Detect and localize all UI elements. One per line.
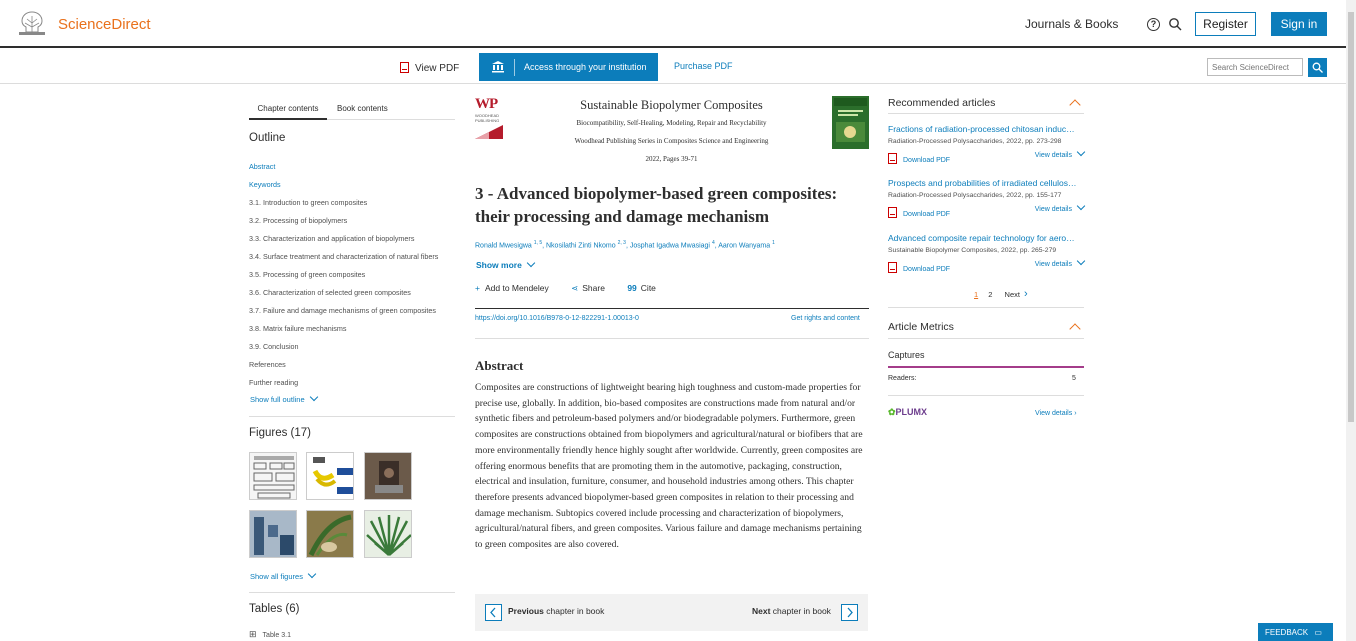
page-scrollbar[interactable]	[1346, 0, 1356, 641]
view-pdf-label: View PDF	[415, 63, 460, 74]
pdf-icon	[888, 207, 897, 218]
author-affiliation[interactable]: 2, 3	[617, 240, 626, 246]
rights-link[interactable]: Get rights and content	[791, 315, 860, 322]
outline-item[interactable]: 3.3. Characterization and application of biopolymers	[249, 234, 415, 243]
outline-item[interactable]: 3.9. Conclusion	[249, 342, 299, 351]
previous-rest: chapter in book	[543, 606, 605, 616]
abstract-heading: Abstract	[475, 358, 524, 373]
view-pdf-link[interactable]	[400, 60, 459, 74]
doi-link[interactable]: https://doi.org/10.1016/B978-0-12-822291-1.00013-0	[475, 315, 639, 322]
figure-thumbnail[interactable]	[249, 452, 297, 500]
outline-item[interactable]: Further reading	[249, 378, 299, 387]
author-list: Ronald Mwesigwa $^{1, 5}$, Nkosilathi Zinti Nkomo $^{2, 3}$, Josphat Igadwa Mwasiagi $^4$, Aaron Wanyama $^1$	[475, 240, 775, 250]
chevron-right-icon: ›	[1023, 288, 1028, 300]
author-link[interactable]: Aaron Wanyama	[718, 242, 771, 250]
scrollbar-thumb[interactable]	[1348, 12, 1354, 422]
previous-chapter-button[interactable]	[485, 604, 502, 621]
figure-thumbnail[interactable]	[249, 510, 297, 558]
outline-item[interactable]: 3.2. Processing of biopolymers	[249, 216, 348, 225]
sidebar-tabs	[249, 98, 455, 120]
previous-chapter-label[interactable]	[508, 606, 604, 616]
outline-title: Outline	[249, 132, 286, 144]
divider	[888, 395, 1084, 396]
show-all-figures-link[interactable]	[250, 572, 315, 581]
abstract-text: Composites are constructions of lightweight bearing high toughness and custom-made properties for precise use, globally. In addition, bio-based composites are constructions made from natural and/or synthetic fibers and petroleum-based polymers and/or biodegradable polymers. Furthermore, green composites are constructions obtained from biopolymers and agricultural/natural or biofibers that are more environmentally friendly hence highly sought after worldwide. Currently, green composites are offering enormous benefits that are promoting them in the automotive, packaging, construction, electrical and insulation, furniture, consumer, and household industries among others. This chapter therefore presents advanced biopolymer-based green composites in relation to their processing and damage mechanism. Subtopics covered include processing and characterization of biopolymers, agricultural/natural fibers, and green composites. Various failure and damage mechanisms pertaining to green composites are also covered.	[475, 382, 863, 551]
quote-icon: 99	[627, 283, 637, 293]
share-button[interactable]	[571, 283, 615, 293]
chevron-right-icon: ›	[1074, 410, 1077, 417]
outline-item[interactable]: Keywords	[249, 180, 281, 189]
recommended-article-meta: Sustainable Biopolymer Composites, 2022, pp. 265-279	[888, 247, 1057, 254]
recommended-article-meta: Radiation-Processed Polysaccharides, 2022, pp. 273-298	[888, 138, 1062, 145]
chevron-down-icon	[309, 393, 317, 401]
outline-item[interactable]: References	[249, 360, 286, 369]
divider	[475, 338, 869, 339]
figure-thumbnail[interactable]	[306, 452, 354, 500]
feedback-label: FEEDBACK	[1265, 628, 1309, 637]
plus-icon: +	[475, 283, 480, 293]
chapter-title: 3 - Advanced biopolymer-based green composites: their processing and damage mechanism	[475, 184, 838, 226]
view-details-label: View details	[1034, 261, 1072, 268]
chevron-left-icon	[486, 605, 501, 620]
recommended-article	[888, 124, 1084, 163]
show-full-outline-link[interactable]	[250, 395, 317, 404]
brand-name[interactable]: ScienceDirect	[58, 16, 151, 33]
author-affiliation[interactable]: 4	[711, 240, 715, 246]
book-subtitle: Biocompatibility, Self-Healing, Modeling, Repair and Recyclability	[576, 119, 767, 127]
view-details-link[interactable]	[1035, 205, 1084, 213]
show-all-figures-label: Show all figures	[250, 572, 303, 581]
next-rest: chapter in book	[770, 606, 831, 616]
next-chapter-label[interactable]	[752, 606, 831, 616]
book-info	[540, 98, 803, 163]
figure-thumbnail[interactable]	[364, 510, 412, 558]
plumx-view-details-link[interactable]	[1035, 410, 1077, 417]
agave-plant-icon	[365, 511, 412, 558]
next-chapter-button[interactable]	[841, 604, 858, 621]
outline-item[interactable]: 3.7. Failure and damage mechanisms of green composites	[249, 306, 436, 315]
article-actions	[475, 283, 676, 294]
access-label: Access through your institution	[524, 62, 647, 72]
pdf-icon	[400, 62, 409, 73]
book-cover[interactable]	[832, 96, 869, 149]
view-details-label: View details	[1034, 152, 1072, 159]
sign-in-button[interactable]: Sign in	[1271, 12, 1327, 36]
metrics-title: Article Metrics	[888, 321, 954, 333]
figures-title: Figures (17)	[249, 427, 311, 439]
recommended-article	[888, 178, 1084, 217]
book-cover-image	[832, 96, 869, 149]
divider	[888, 307, 1084, 308]
page-2[interactable]: 2	[988, 290, 993, 299]
recommended-article	[888, 233, 1084, 272]
machine-photo-icon	[365, 453, 412, 500]
add-mendeley-label: Add to Mendeley	[484, 283, 549, 293]
captures-heading: Captures	[888, 350, 925, 360]
divider	[888, 113, 1084, 114]
outline-item[interactable]: 3.5. Processing of green composites	[249, 270, 366, 279]
elsevier-logo-icon[interactable]	[16, 10, 48, 38]
download-pdf-label: Download PDF	[903, 211, 951, 218]
chevron-up-icon[interactable]	[1069, 323, 1080, 334]
pdf-icon	[888, 262, 897, 273]
show-more-label: Show more	[476, 260, 522, 270]
view-details-label: View details	[1034, 206, 1072, 213]
outline-item[interactable]: 3.8. Matrix failure mechanisms	[249, 324, 347, 333]
divider	[888, 338, 1084, 339]
equipment-photo-icon	[250, 511, 297, 558]
view-details-link[interactable]	[1035, 260, 1084, 268]
purchase-pdf-link[interactable]: Purchase PDF	[674, 61, 733, 71]
captures-underline	[888, 366, 1084, 368]
recommended-title: Recommended articles	[888, 97, 996, 109]
author-affiliation[interactable]: 1, 5	[533, 240, 543, 246]
book-series[interactable]: Woodhead Publishing Series in Composites Science and Engineering	[574, 137, 769, 145]
article-toolbar	[0, 50, 1346, 84]
author-link[interactable]: Nkosilathi Zinti Nkomo	[546, 242, 616, 250]
access-institution-button[interactable]	[479, 53, 658, 81]
divider	[475, 308, 869, 309]
chapter-navigation	[475, 594, 868, 631]
feedback-button[interactable]	[1258, 623, 1333, 641]
journals-books-link[interactable]: Journals & Books	[1025, 17, 1119, 31]
flowchart-figure-icon	[250, 453, 297, 500]
author-link[interactable]: Josphat Igadwa Mwasiagi	[629, 242, 710, 250]
next-page-link[interactable]	[1005, 290, 1028, 299]
recommended-article-meta: Radiation-Processed Polysaccharides, 2022, pp. 155-177	[888, 192, 1062, 199]
page-1[interactable]: 1	[974, 290, 979, 299]
cite-button[interactable]	[627, 283, 666, 293]
search-input[interactable]	[1207, 58, 1303, 76]
pagination	[974, 288, 1028, 300]
outline-item[interactable]: Abstract	[249, 162, 276, 171]
chevron-down-icon	[1077, 202, 1085, 210]
download-pdf-label: Download PDF	[903, 266, 951, 273]
publisher-logo[interactable]	[475, 96, 507, 144]
chevron-down-icon	[308, 570, 316, 578]
tab-chapter-contents[interactable]: Chapter contents	[249, 104, 327, 120]
recommended-article-title[interactable]: Prospects and probabilities of irradiated cellulos…	[888, 178, 1077, 188]
share-label: Share	[582, 283, 605, 293]
register-button[interactable]: Register	[1195, 12, 1256, 36]
recommended-article-title[interactable]: Advanced composite repair technology for aero…	[888, 233, 1075, 243]
show-more-button[interactable]	[476, 260, 534, 270]
divider	[514, 59, 515, 76]
view-details-link[interactable]	[1035, 151, 1084, 159]
publisher-logo-sub: WOODHEAD PUBLISHING	[475, 113, 500, 123]
book-pages: 2022, Pages 39-71	[645, 155, 698, 163]
plumx-text: PLUMX	[895, 407, 928, 417]
divider	[249, 592, 455, 593]
show-full-outline-label: Show full outline	[250, 395, 305, 404]
publisher-logo-text: WP	[475, 96, 498, 112]
recommended-article-title[interactable]: Fractions of radiation-processed chitosan induc…	[888, 124, 1075, 134]
chevron-right-icon	[842, 605, 857, 620]
divider	[249, 416, 455, 417]
author-link[interactable]: Ronald Mwesigwa	[475, 242, 532, 250]
top-header	[0, 0, 1346, 48]
chevron-down-icon	[1077, 148, 1085, 156]
readers-value: 5	[1072, 375, 1076, 382]
author-affiliation[interactable]: 1	[772, 240, 775, 246]
add-mendeley-button[interactable]	[475, 283, 559, 293]
tables-title: Tables (6)	[249, 603, 300, 615]
download-pdf-link[interactable]	[888, 151, 950, 164]
download-pdf-label: Download PDF	[903, 157, 951, 164]
table-label: Table 3.1	[262, 632, 291, 639]
tab-book-contents[interactable]: Book contents	[337, 104, 388, 113]
plant-photo-icon	[307, 511, 354, 558]
figure-thumbnail[interactable]	[364, 452, 412, 500]
chevron-up-icon[interactable]	[1069, 99, 1080, 110]
pdf-icon	[888, 153, 897, 164]
book-title[interactable]: Sustainable Biopolymer Composites	[580, 98, 763, 112]
table-link[interactable]	[249, 629, 291, 640]
institution-icon	[491, 60, 505, 73]
download-pdf-link[interactable]	[888, 260, 950, 273]
plumx-mark-icon: ✿	[888, 407, 896, 417]
table-icon: ⊞	[249, 629, 257, 639]
next-bold: Next	[752, 606, 771, 616]
outline-list	[249, 158, 438, 392]
next-page-label: Next	[1004, 290, 1020, 299]
chevron-down-icon	[1077, 257, 1085, 265]
search-icon	[1312, 62, 1323, 73]
readers-label: Readers:	[888, 375, 917, 382]
previous-bold: Previous	[508, 606, 544, 616]
chevron-down-icon	[527, 259, 535, 267]
publisher-mark-icon	[475, 123, 503, 139]
figure-thumbnail[interactable]	[306, 510, 354, 558]
plumx-logo[interactable]	[888, 407, 927, 418]
chat-icon: ▭	[1314, 628, 1322, 637]
cite-label: Cite	[640, 283, 656, 293]
share-icon: ⋖	[571, 283, 579, 293]
outline-item[interactable]: 3.6. Characterization of selected green composites	[249, 288, 411, 297]
view-details-label: View details	[1035, 410, 1073, 417]
outline-item[interactable]: 3.4. Surface treatment and characterization of natural fibers	[249, 252, 439, 261]
search-submit-button[interactable]	[1308, 58, 1327, 77]
download-pdf-link[interactable]	[888, 205, 950, 218]
banana-figure-icon	[307, 453, 354, 500]
help-icon[interactable]: ?	[1147, 18, 1160, 31]
search-icon[interactable]	[1168, 17, 1182, 31]
outline-item[interactable]: 3.1. Introduction to green composites	[249, 198, 368, 207]
